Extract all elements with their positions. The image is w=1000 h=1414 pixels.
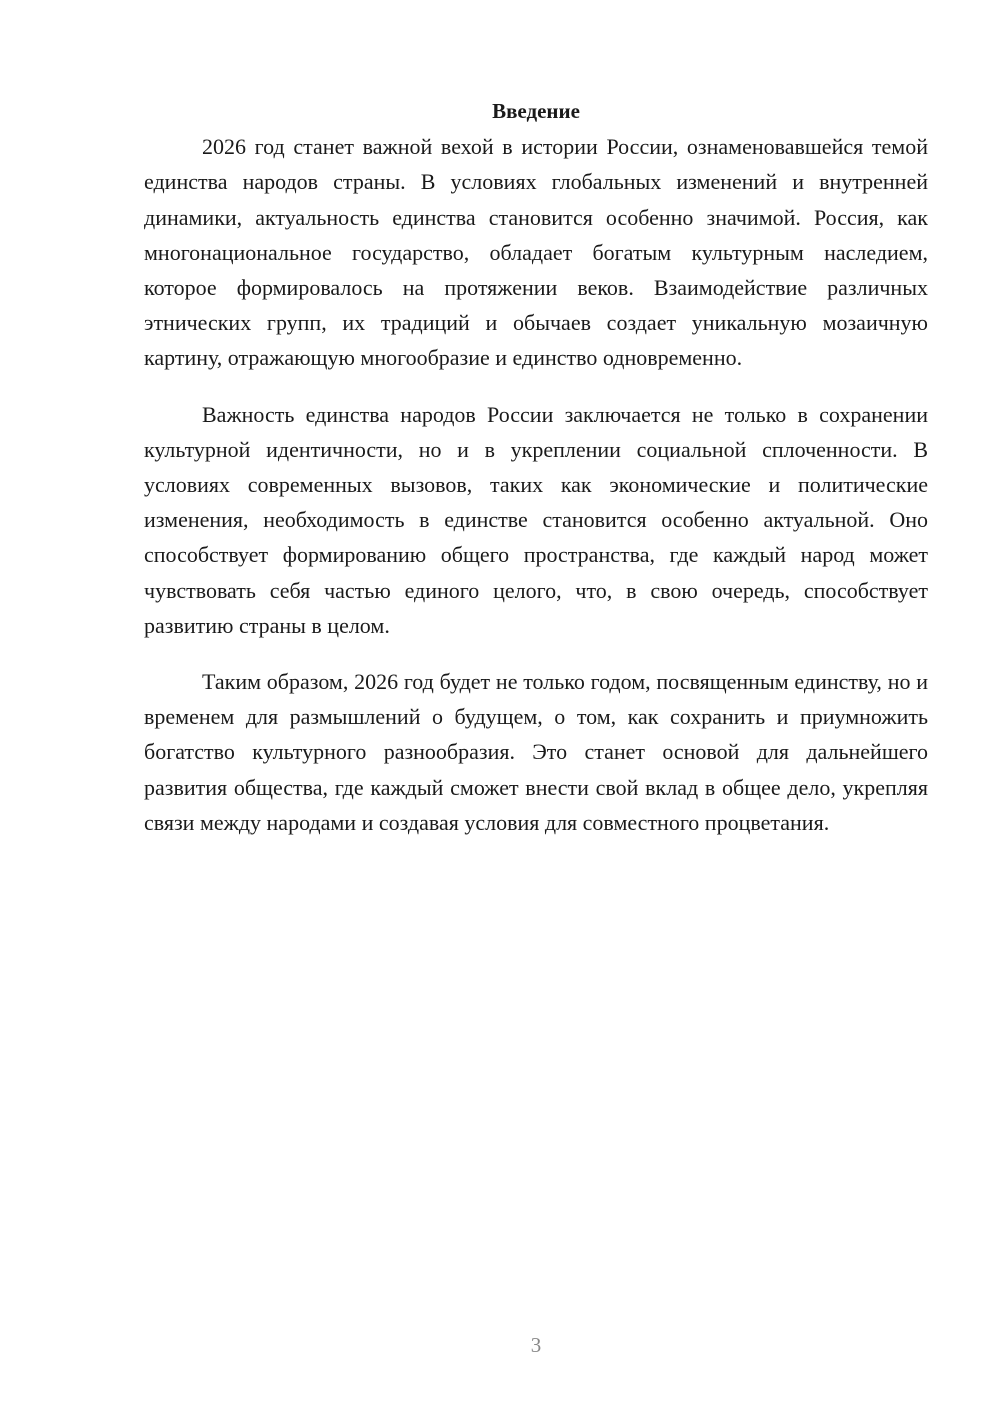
- paragraph-2: Важность единства народов России заключается не только в сохранении культурной идентичности, но и в укреплении социальной сплоченности. В условиях современных вызовов, таких как экономические и политические изменения, необходимость в единстве становится особенно актуальной. Оно способствует формированию общего пространства, где каждый народ может чувствовать себя частью единого целого, что, в свою очередь, способствует развитию страны в целом.: [144, 401, 928, 638]
- page-number: 3: [530, 1333, 542, 1357]
- paragraph-3: Таким образом, 2026 год будет не только годом, посвященным единству, но и временем для размышлений о будущем, о том, как сохранить и приумножить богатство культурного разнообразия. Это станет основой для дальнейшего развития общества, где каждый сможет внести свой вклад в общее дело, укрепляя связи между народами и создавая условия для совместного процветания.: [144, 669, 928, 835]
- page-content: [144, 94, 928, 840]
- paragraph-1: 2026 год станет важной вехой в истории России, ознаменовавшейся темой единства народов страны. В условиях глобальных изменений и внутренней динамики, актуальность единства становится особенно значимой. Россия, как многонациональное государство, обладает богатым культурным наследием, которое формировалось на протяжении веков. Взаимодействие различных этнических групп, их традиций и обычаев создает уникальную мозаичную картину, отражающую многообразие и единство одновременно.: [144, 134, 928, 371]
- section-title: Введение: [492, 99, 580, 123]
